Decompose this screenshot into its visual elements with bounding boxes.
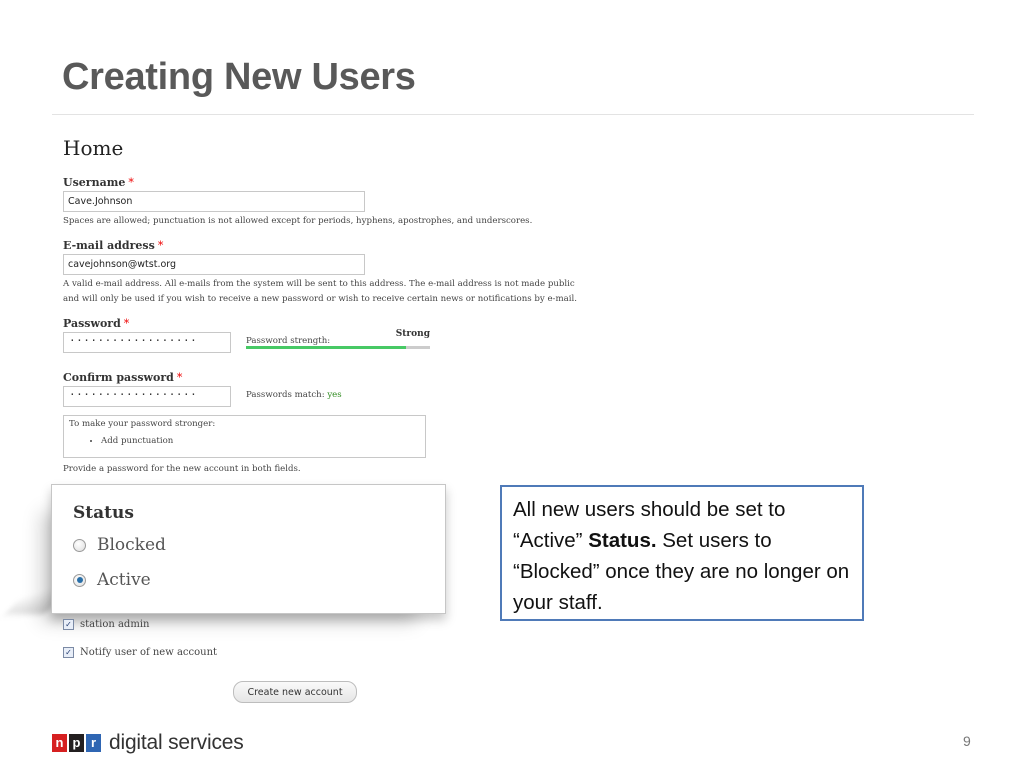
- instruction-note: [500, 485, 864, 621]
- notify-user-label: Notify user of new account: [80, 647, 218, 658]
- create-account-button[interactable]: Create new account: [233, 681, 357, 703]
- confirm-password-label-text: Confirm password: [63, 371, 174, 384]
- page-number: 9: [963, 733, 971, 749]
- form-heading: Home: [63, 136, 124, 160]
- confirm-password-label: [63, 371, 603, 384]
- status-option-label: Active: [97, 570, 151, 590]
- suggestion-item: • Add punctuation: [101, 435, 420, 447]
- radio-active[interactable]: [73, 574, 86, 587]
- confirm-password-group: [63, 371, 603, 407]
- status-option-active[interactable]: [73, 570, 424, 590]
- required-mark: *: [176, 371, 183, 384]
- title-divider: [52, 114, 974, 115]
- username-description: Spaces are allowed; punctuation is not allowed except for periods, hyphens, apostrophes, and underscores.: [63, 216, 533, 226]
- npr-logo: [52, 731, 244, 755]
- password-input[interactable]: ··················: [63, 332, 231, 353]
- required-mark: *: [157, 239, 164, 252]
- note-text-1: All new users should be set to “Active”: [513, 498, 786, 552]
- note-text-bold: Status.: [588, 529, 657, 552]
- username-group: [63, 176, 603, 229]
- npr-logo-p: p: [69, 734, 84, 752]
- required-mark: *: [123, 317, 130, 330]
- role-station-admin[interactable]: [63, 619, 149, 630]
- confirm-password-input[interactable]: ··················: [63, 386, 231, 407]
- password-match: [246, 390, 342, 400]
- suggestions-title: To make your password stronger:: [69, 419, 216, 429]
- note-text-2: Set users to “Blocked” once they are no longer on your staff.: [513, 529, 850, 614]
- password-suggestions: [63, 415, 426, 458]
- match-label: Passwords match:: [246, 390, 325, 400]
- brand-text: digital services: [109, 731, 244, 754]
- npr-logo-r: r: [86, 734, 101, 752]
- email-input[interactable]: [63, 254, 365, 275]
- password-strength: [246, 329, 430, 349]
- email-group: [63, 239, 603, 307]
- match-value: yes: [327, 390, 342, 400]
- password-label-text: Password: [63, 317, 121, 330]
- slide-title: Creating New Users: [62, 56, 416, 98]
- npr-logo-n: n: [52, 734, 67, 752]
- status-option-blocked[interactable]: [73, 535, 424, 555]
- station-admin-label: station admin: [80, 619, 150, 630]
- new-user-form: [63, 136, 603, 477]
- email-description-line2: and will only be used if you wish to receive a new password or wish to receive certain news or notifications by e-mail.: [63, 294, 577, 304]
- password-label: [63, 317, 603, 330]
- username-input[interactable]: [63, 191, 365, 212]
- password-help: Provide a password for the new account in both fields.: [63, 464, 301, 474]
- strength-value: Strong: [395, 329, 430, 339]
- strength-bar-fill: [246, 346, 406, 349]
- required-mark: *: [128, 176, 134, 189]
- status-callout: [51, 484, 446, 614]
- radio-blocked[interactable]: [73, 539, 86, 552]
- strength-label: Password strength:: [246, 336, 331, 346]
- email-label-text: E-mail address: [63, 239, 155, 252]
- password-group: [63, 317, 603, 353]
- status-option-label: Blocked: [97, 535, 166, 555]
- email-description-line1: A valid e-mail address. All e-mails from the system will be sent to this address. The e-mail address is not made public: [63, 279, 575, 289]
- notify-user-option[interactable]: [63, 647, 217, 658]
- status-heading: Status: [73, 503, 134, 523]
- checkbox-notify-user[interactable]: ✓: [63, 647, 74, 658]
- email-label: [63, 239, 603, 252]
- username-label-text: Username: [63, 176, 126, 189]
- username-label: [63, 176, 603, 189]
- strength-bar: [246, 346, 430, 349]
- checkbox-station-admin[interactable]: ✓: [63, 619, 74, 630]
